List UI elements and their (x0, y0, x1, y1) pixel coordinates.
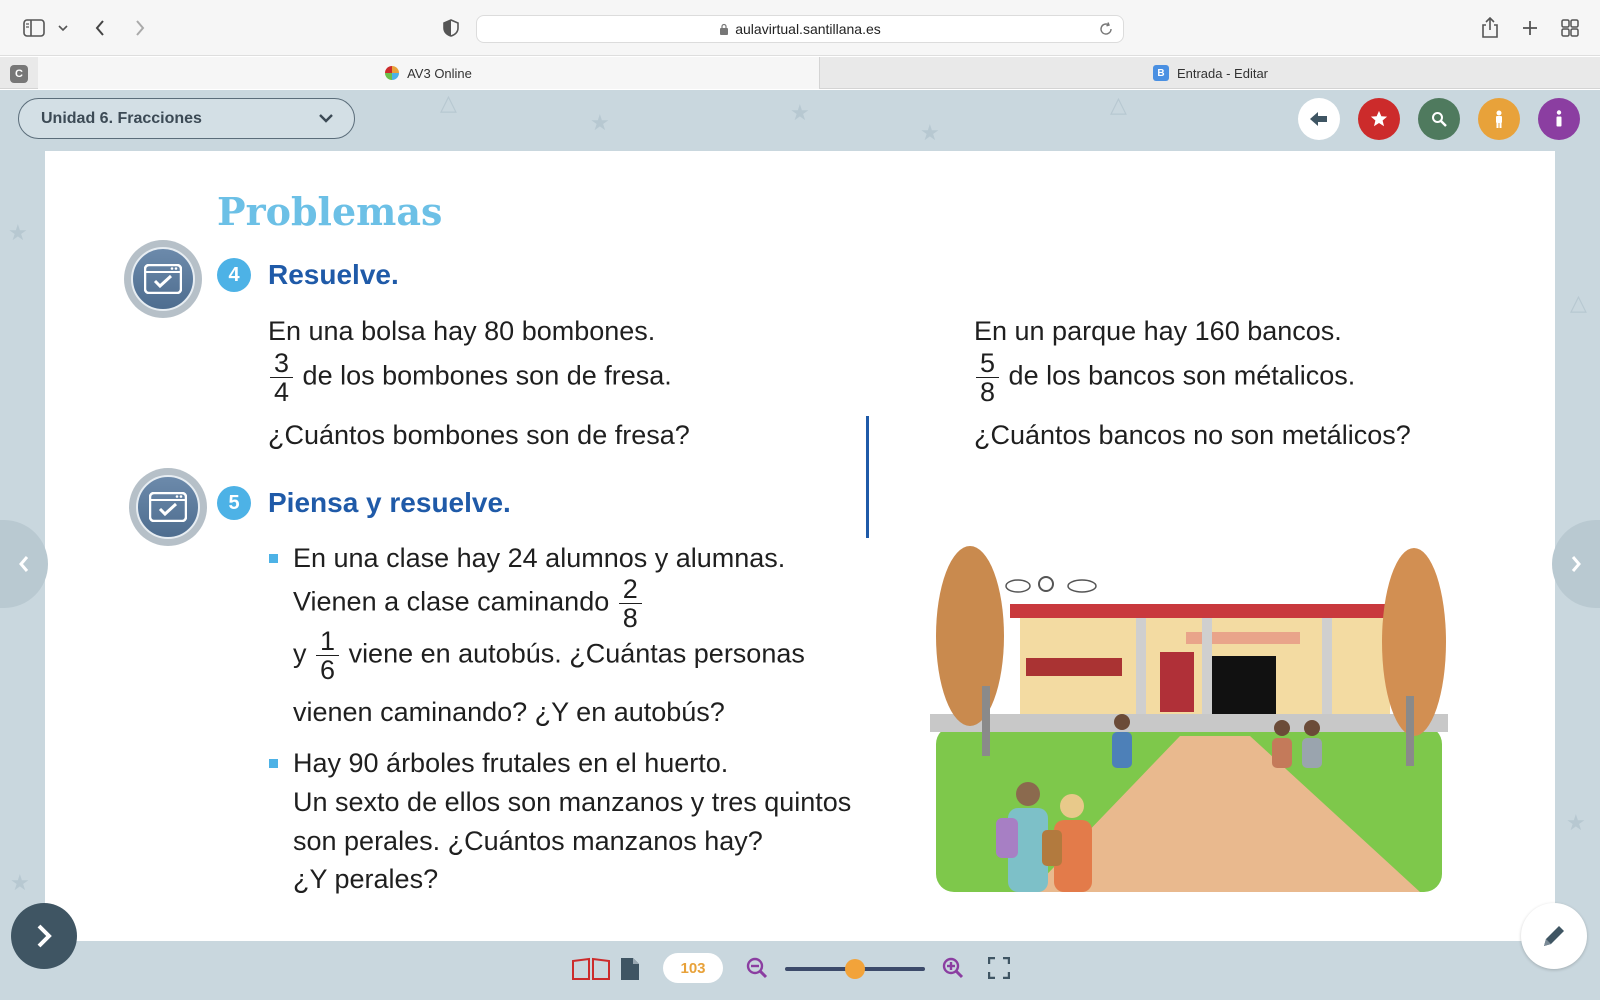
forward-icon[interactable] (128, 14, 152, 42)
plus-icon[interactable] (1518, 14, 1542, 42)
app-viewer (0, 90, 1600, 1000)
decor-triangle-icon: △ (440, 90, 457, 115)
zoom-slider-thumb[interactable] (845, 959, 865, 979)
previous-page-button[interactable] (0, 520, 48, 608)
star-icon (1370, 110, 1388, 128)
decor-triangle-icon: △ (1110, 92, 1127, 117)
lock-icon (719, 23, 729, 35)
back-icon[interactable] (88, 14, 112, 42)
problem-question: vienen caminando? ¿Y en autobús? (293, 697, 725, 727)
exercise-heading: Piensa y resuelve. (268, 487, 511, 518)
bullet (269, 759, 278, 768)
unit-selector-label: Unidad 6. Fracciones (41, 109, 202, 127)
problem-text: En una bolsa hay 80 bombones. (268, 316, 656, 346)
decor-star-icon: ★ (1566, 810, 1586, 835)
page-title: Problemas (217, 189, 443, 234)
fraction: $\frac{3}{4}$ (270, 349, 293, 406)
problem-text-fraction-line: y $\frac{1}{6}$ viene en autobús. ¿Cuántas personas (293, 626, 805, 685)
av3-favicon (385, 66, 399, 80)
arrow-left-icon (1310, 112, 1328, 126)
decor-star-icon: ★ (10, 870, 30, 895)
tab-label: AV3 Online (407, 65, 472, 81)
zoom-out-icon[interactable] (744, 955, 770, 981)
activity-check-icon (144, 264, 182, 294)
blogger-favicon: B (1153, 65, 1169, 81)
tab-entrada-editar[interactable] (821, 57, 1600, 89)
favorites-button[interactable] (1358, 98, 1400, 140)
search-button[interactable] (1418, 98, 1460, 140)
search-icon (1431, 111, 1447, 127)
pinned-tab[interactable]: C (10, 65, 28, 83)
problem-text: Hay 90 árboles frutales en el huerto. (293, 748, 729, 778)
activity-badge[interactable] (124, 240, 202, 318)
problem-question: ¿Cuántos bancos no son metálicos? (974, 420, 1411, 450)
problem-text: En una clase hay 24 alumnos y alumnas. (293, 543, 786, 573)
tab-overview-icon[interactable] (1558, 14, 1582, 42)
decor-star-icon: ★ (8, 220, 28, 245)
problem-text-fraction-line: $\frac{3}{4}$ de los bombones son de fresa. (268, 349, 672, 406)
problem-question: ¿Y perales? (293, 864, 439, 894)
single-page-icon[interactable] (618, 955, 642, 983)
back-button[interactable] (1298, 98, 1340, 140)
problem-text-fraction-line: Vienen a clase caminando $\frac{2}{8}$ (293, 575, 644, 632)
fraction: $\frac{5}{8}$ (976, 349, 999, 406)
zoom-in-icon[interactable] (940, 955, 966, 981)
chevron-right-icon (1570, 555, 1582, 573)
browser-toolbar (0, 0, 1600, 56)
activity-badge[interactable] (129, 468, 207, 546)
decor-star-icon: ★ (590, 110, 610, 135)
exercise-number: 5 (217, 486, 251, 520)
decor-star-icon: ★ (790, 100, 810, 125)
fullscreen-icon[interactable] (986, 955, 1012, 981)
column-divider (866, 416, 869, 538)
problem-question: son perales. ¿Cuántos manzanos hay? (293, 826, 763, 856)
exercise-number: 4 (217, 258, 251, 292)
decor-triangle-icon: △ (1570, 290, 1587, 315)
tab-label: Entrada - Editar (1176, 65, 1269, 81)
problem-text: Un sexto de ellos son manzanos y tres quintos (293, 787, 852, 817)
bottom-toolbar (0, 943, 1600, 1000)
problem-question: ¿Cuántos bombones son de fresa? (268, 420, 690, 450)
textbook-page (45, 151, 1555, 941)
sidebar-icon[interactable] (20, 14, 48, 42)
bullet (269, 554, 278, 563)
accessibility-button[interactable] (1478, 98, 1520, 140)
fraction: $\frac{2}{8}$ (619, 575, 642, 632)
page-number[interactable]: 103 (663, 953, 723, 983)
problem-text-fraction-line: $\frac{5}{8}$ de los bancos son métalicos. (974, 349, 1355, 406)
info-button[interactable] (1538, 98, 1580, 140)
book-spread-icon[interactable] (571, 955, 611, 983)
shield-icon[interactable] (440, 14, 462, 42)
chevron-left-icon (18, 555, 30, 573)
tab-av3-online[interactable] (38, 57, 820, 89)
chevron-down-icon (318, 111, 334, 129)
reload-icon[interactable] (1099, 22, 1113, 39)
person-icon (1492, 110, 1506, 128)
next-page-button[interactable] (1552, 520, 1600, 608)
school-illustration (930, 546, 1448, 898)
share-icon[interactable] (1478, 14, 1502, 42)
activity-check-icon (149, 492, 187, 522)
address-bar[interactable] (476, 15, 1124, 43)
decor-star-icon: ★ (920, 120, 940, 145)
unit-selector[interactable] (18, 98, 355, 139)
tab-bar (0, 57, 1600, 89)
info-icon (1555, 110, 1563, 128)
problem-text: En un parque hay 160 bancos. (974, 316, 1342, 346)
exercise-heading: Resuelve. (268, 259, 399, 290)
fraction: $\frac{1}{6}$ (316, 627, 339, 684)
url-text: aulavirtual.santillana.es (735, 21, 881, 37)
chevron-down-icon[interactable] (54, 14, 72, 42)
